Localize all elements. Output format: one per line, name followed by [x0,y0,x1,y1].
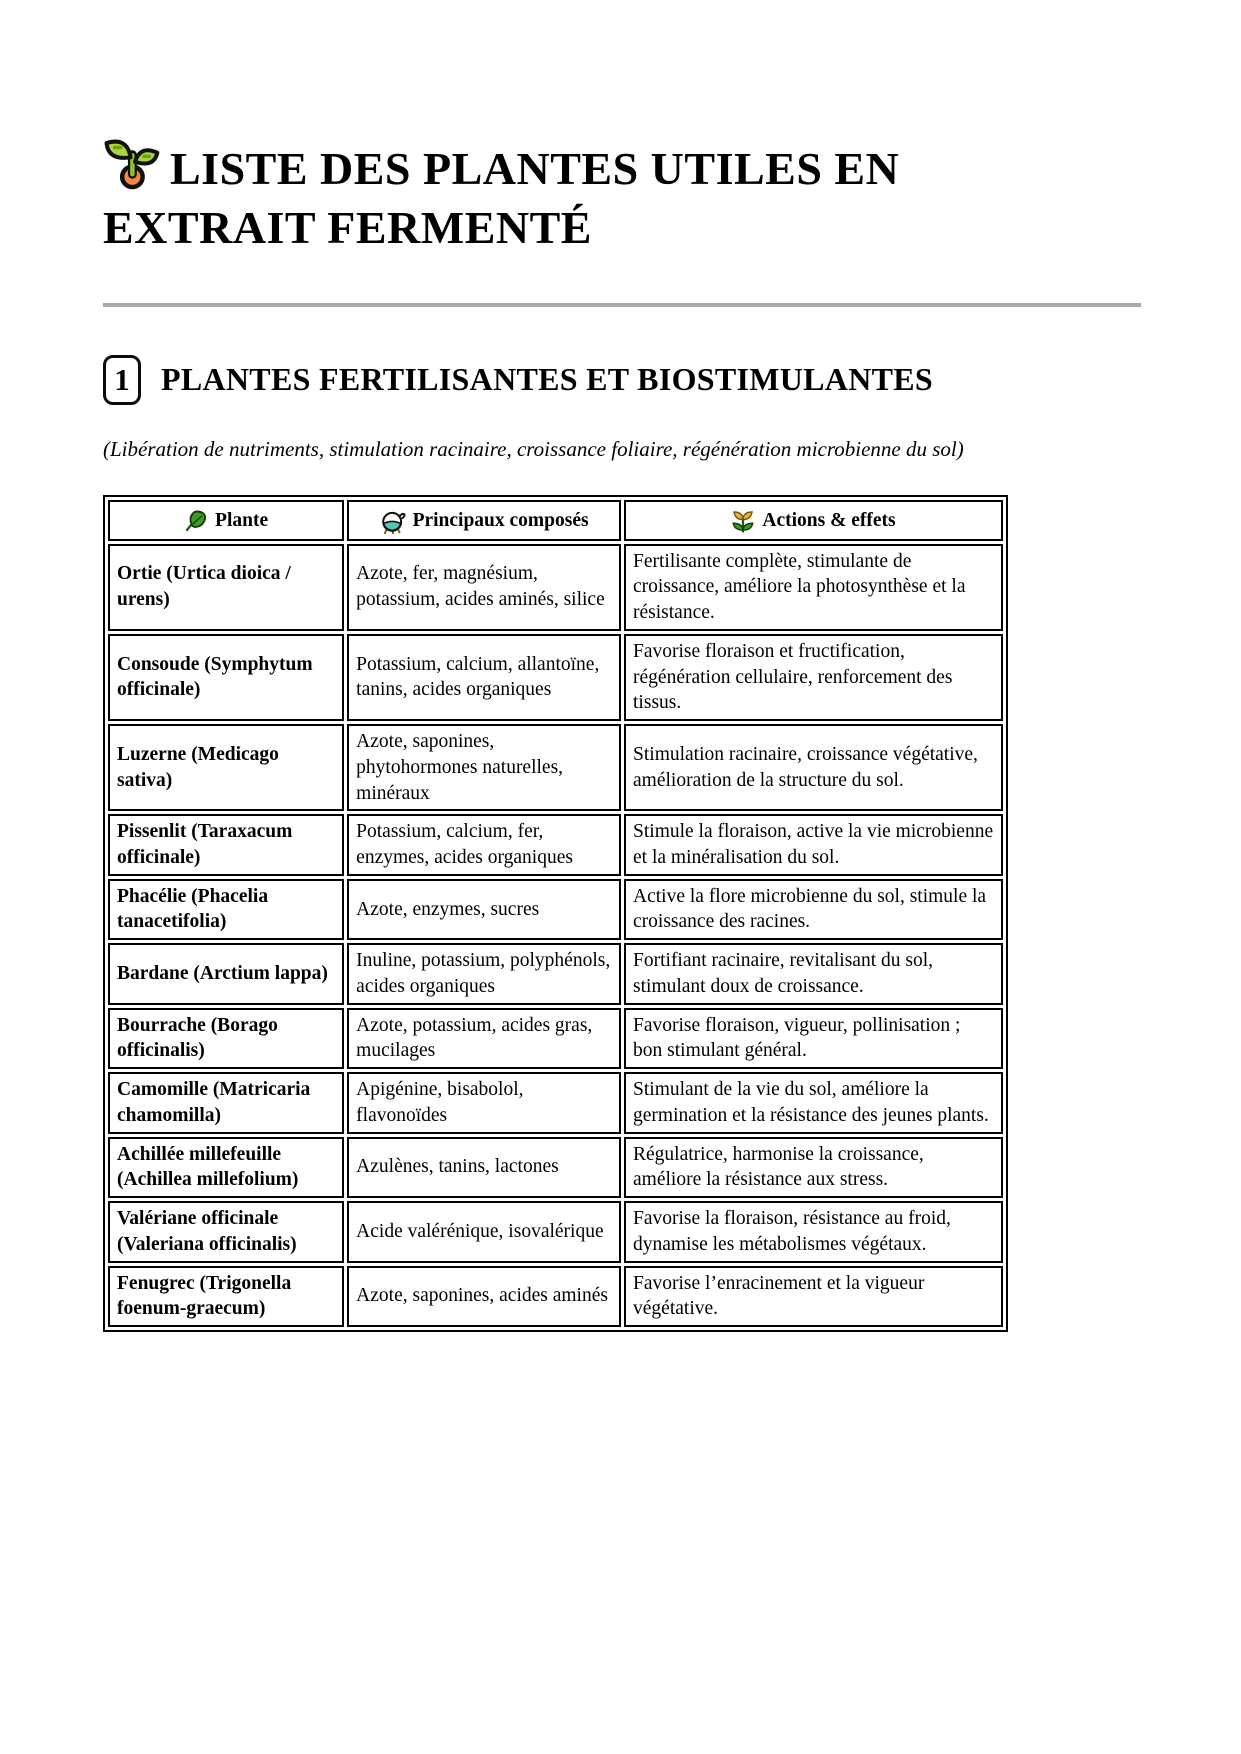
plant-composes: Azote, saponines, acides aminés [347,1266,621,1327]
plant-composes: Azote, enzymes, sucres [347,879,621,940]
herb-icon [731,509,755,533]
plant-name: Achillée millefeuille (Achillea millefolium) [108,1137,344,1198]
header-composes [347,500,621,541]
plant-composes: Azulènes, tanins, lactones [347,1137,621,1198]
plant-actions: Favorise floraison et fructification, régénération cellulaire, renforcement des tissus. [624,634,1003,721]
keycap-one-icon: 1 [103,355,141,405]
plant-name: Luzerne (Medicago sativa) [108,724,344,811]
section-title: PLANTES FERTILISANTES ET BIOSTIMULANTES [161,361,934,398]
plant-composes: Azote, fer, magnésium, potassium, acides aminés, silice [347,544,621,631]
header-composes-label: Principaux composés [412,509,589,531]
plant-name: Bourrache (Borago officinalis) [108,1008,344,1069]
plant-actions: Stimule la floraison, active la vie microbienne et la minéralisation du sol. [624,814,1003,875]
page-title-line1: LISTE DES PLANTES UTILES EN [170,143,900,194]
table-row [108,879,1003,940]
plant-actions: Favorise la floraison, résistance au froid, dynamise les métabolismes végétaux. [624,1201,1003,1262]
page-title [103,135,1141,258]
plant-composes: Azote, potassium, acides gras, mucilages [347,1008,621,1069]
plant-composes: Potassium, calcium, fer, enzymes, acides organiques [347,814,621,875]
table-row [108,1201,1003,1262]
table-row [108,634,1003,721]
table-row [108,544,1003,631]
plant-actions: Active la flore microbienne du sol, stimule la croissance des racines. [624,879,1003,940]
table-row [108,1137,1003,1198]
leaf-icon [184,509,208,533]
table-header-row [108,500,1003,541]
table-row [108,1072,1003,1133]
plant-name: Ortie (Urtica dioica / urens) [108,544,344,631]
plant-name: Valériane officinale (Valeriana officinalis) [108,1201,344,1262]
plant-actions: Fortifiant racinaire, revitalisant du sol, stimulant doux de croissance. [624,943,1003,1004]
table-row [108,943,1003,1004]
seedling-icon [103,135,160,192]
table-row [108,814,1003,875]
plant-actions: Favorise floraison, vigueur, pollinisation ; bon stimulant général. [624,1008,1003,1069]
plant-actions: Régulatrice, harmonise la croissance, améliore la résistance aux stress. [624,1137,1003,1198]
table-row [108,724,1003,811]
plant-composes: Azote, saponines, phytohormones naturelles, minéraux [347,724,621,811]
header-plante [108,500,344,541]
plant-name: Phacélie (Phacelia tanacetifolia) [108,879,344,940]
horizontal-rule [103,303,1141,307]
section-heading [103,355,1141,405]
plant-actions: Stimulation racinaire, croissance végétative, amélioration de la structure du sol. [624,724,1003,811]
plant-name: Camomille (Matricaria chamomilla) [108,1072,344,1133]
plant-composes: Acide valérénique, isovalérique [347,1201,621,1262]
plant-actions: Favorise l’enracinement et la vigueur végétative. [624,1266,1003,1327]
plants-table [103,495,1008,1332]
plant-composes: Potassium, calcium, allantoïne, tanins, acides organiques [347,634,621,721]
table-row [108,1266,1003,1327]
header-actions [624,500,1003,541]
page-title-line2: EXTRAIT FERMENTÉ [103,201,592,253]
plant-name: Consoude (Symphytum officinale) [108,634,344,721]
alembic-icon [380,508,406,534]
plant-name: Bardane (Arctium lappa) [108,943,344,1004]
plant-composes: Apigénine, bisabolol, flavonoïdes [347,1072,621,1133]
header-actions-label: Actions & effets [762,509,896,531]
header-plante-label: Plante [215,509,269,531]
section-subtitle: (Libération de nutriments, stimulation racinaire, croissance foliaire, régénération microbienne du sol) [103,436,964,461]
table-row [108,1008,1003,1069]
plant-composes: Inuline, potassium, polyphénols, acides organiques [347,943,621,1004]
plant-name: Fenugrec (Trigonella foenum-graecum) [108,1266,344,1327]
plant-name: Pissenlit (Taraxacum officinale) [108,814,344,875]
plant-actions: Stimulant de la vie du sol, améliore la germination et la résistance des jeunes plants. [624,1072,1003,1133]
plant-actions: Fertilisante complète, stimulante de croissance, améliore la photosynthèse et la résistance. [624,544,1003,631]
